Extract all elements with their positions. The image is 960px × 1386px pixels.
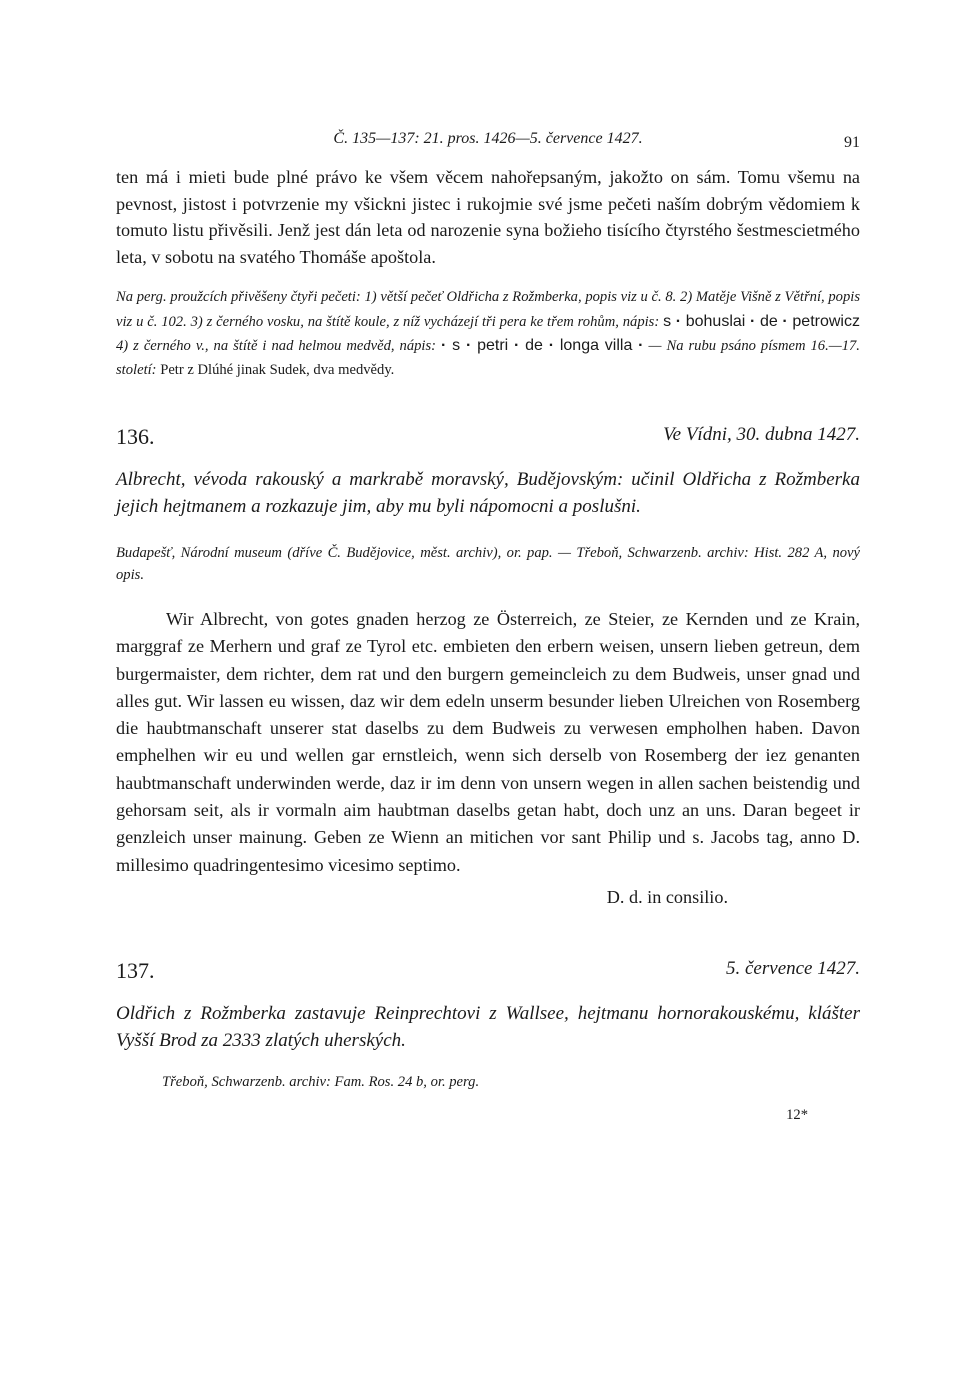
seal-note-rubric: Petr z Dlúhé jinak Sudek, dva medvědy. [160,361,395,378]
seal-word: de [525,337,543,354]
doc-137-source: Třeboň, Schwarzenb. archiv: Fam. Ros. 24 b, or. perg. [162,1073,480,1090]
seal-note-part-2: 4) z černého v., na štítě i nad helmou medvěd, nápis: [116,338,437,354]
doc-136-date: Ve Vídni, 30. dubna 1427. [663,424,860,445]
page [116,130,860,1124]
doc-137-number: 137. [116,957,155,983]
doc-136-closing: D. d. in consilio. [606,886,728,907]
doc-137-heading [116,958,860,994]
continuation-text: ten má i mieti bude plné právo ke všem věcem nahořepsaným, jakožto on sám. Tomu všemu na pevnost, jistost i potvrzenie my všickni jistec i rukojmie své jsme pečeti naším dobrým vědomiem k tomuto listu přivěsili. Jenž jest dán leta od narozenie syna božieho tisícího čtyrstého šestmescietmého leta, v sobotu na svatého Thomáše apoštola. [116,167,860,267]
seal-inscription-2: · s · petri · de · longa villa · [441,337,644,354]
seal-note [116,286,860,382]
seal-word: petri [477,337,509,354]
seal-note-part-1: Na perg. proužcích přivěšeny čtyři pečeti: 1) větší pečeť Oldřicha z Rožmberka, popis viz u č. 8. 2) Matěje Višně z Větřní, popis viz u č. 102. 3) z černého vosku, na štítě koule, z níž vycházejí tři pera ke třem rohům, nápis: [116,289,860,330]
doc-136-text: Wir Albrecht, von gotes gnaden herzog ze Österreich, ze Steier, ze Kernden und ze Krain, marggraf ze Merhern und graf ze Tyrol etc. embieten den erbern weisen, unsern lieben getreun, dem burgermaister, dem richter, dem rat und den burgern gemeincleich zu dem Budweis, unser gnad und alles gut. Wir lassen eu wissen, daz wir dem edeln unserm besunder lieben Ulreichen von Rosemberg die haubtmanschaft unserer stat daselbs zu dem Budweis zu verwesen empholhen haben. Davon emphelhen wir eu und wellen gar ernstleich, wenn sich derselb von Rosemberg der iez genanten haubtmanschaft underwinden werde, daz ir im denn von unsern wegen in allen sachen beistendig und gehorsam seit, als ir vormaln aim haubtman daselbs getan habt, doch unz an uns. Daran begeet ir genzleich unser mainung. Geben ze Wienn an mitichen vor sant Philip und s. Jacobs tag, anno D. millesimo quadringentesimo vicesimo septimo. [116,609,860,875]
doc-137-date: 5. července 1427. [726,957,860,979]
doc-136-number: 136. [116,424,155,449]
seal-word: petrowicz [792,312,860,330]
seal-note-part-3: — Na rubu psáno písmem 16.—17. století: [116,338,860,378]
doc-137-regest: Oldřich z Rožmberka zastavuje Reinprechtovi z Wallsee, hejtmanu hornorakouskému, klášter Vyšší Brod za 2333 zlatých uherských. [116,1002,860,1051]
page-number: 91 [844,134,860,151]
header-title: Č. 135—137: 21. pros. 1426—5. července 1427. [333,130,643,147]
seal-word: s [663,312,672,330]
seal-word: de [759,312,778,330]
seal-word: s [452,337,461,354]
doc-136-regest: Albrecht, vévoda rakouský a markrabě moravský, Budějovským: učinil Oldřicha z Rožmberka jejich hejtmanem a rozkazuje jim, aby mu byli nápomocni a poslušni. [116,469,860,517]
doc-136-heading [116,424,860,460]
seal-word: longa villa [559,337,633,354]
seal-inscription-1: s · bohuslai · de · petrowicz [663,312,860,330]
signature-mark: 12* [786,1106,808,1123]
running-header [116,130,860,164]
seal-word: bohuslai [685,312,746,330]
doc-136-source: Budapešť, Národní museum (dříve Č. Budějovice, měst. archiv), or. pap. — Třeboň, Schwarzenb. archiv: Hist. 282 A, nový opis. [116,545,860,583]
